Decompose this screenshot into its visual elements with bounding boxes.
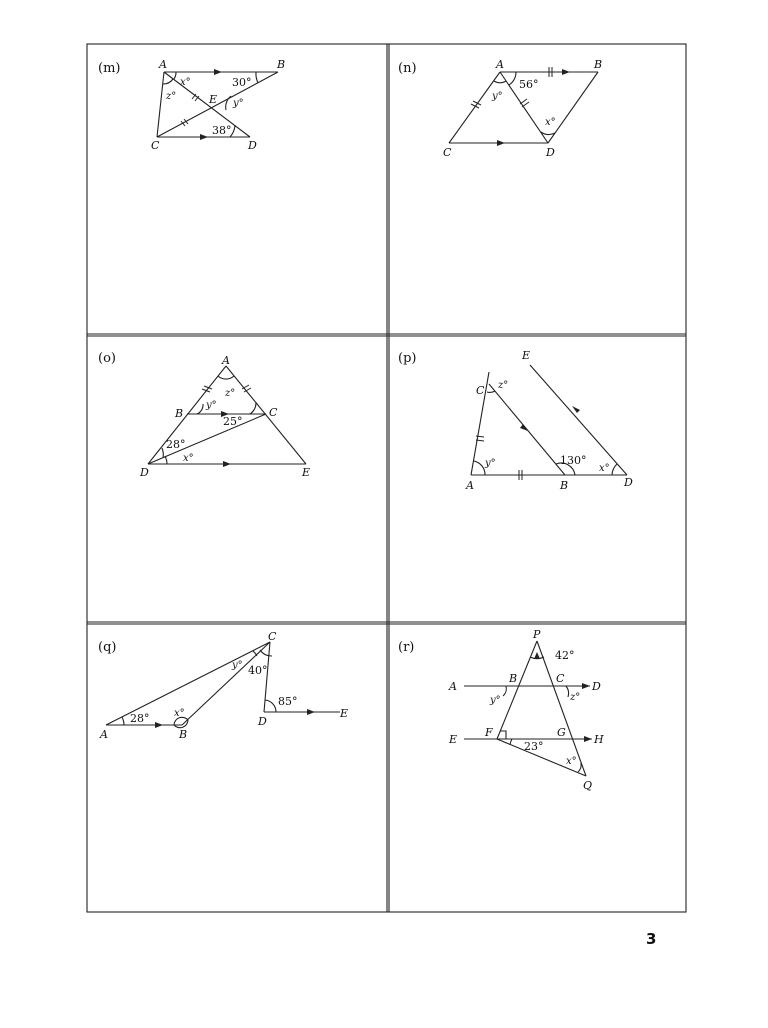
angle-label-d: 38° [212, 124, 232, 137]
angle-label-d: 28° [166, 438, 186, 451]
point-label-C: C [268, 630, 277, 643]
angle-label-z: z° [570, 692, 581, 703]
angle-label-d: 85° [278, 695, 298, 708]
panel-tag: (o) [98, 351, 116, 366]
panel-tag: (r) [398, 640, 415, 655]
panel-r [398, 628, 604, 792]
angle-label-x: x° [183, 453, 194, 464]
point-label-P: P [533, 628, 541, 641]
point-label-A: A [222, 354, 230, 367]
point-label-E: E [340, 707, 349, 720]
point-label-D: D [248, 139, 257, 152]
angle-label-f: 23° [524, 740, 544, 753]
panel-o [98, 351, 310, 479]
point-label-A: A [159, 58, 167, 71]
panel-q [98, 630, 348, 741]
angle-label-z: z° [225, 388, 236, 399]
point-label-B: B [594, 58, 603, 71]
point-label-E: E [449, 733, 458, 746]
angle-label-b: 30° [232, 76, 252, 89]
angle-label-y: y° [490, 695, 501, 706]
point-label-H: H [594, 733, 604, 746]
point-label-G: G [557, 726, 566, 739]
angle-label-c: 40° [248, 664, 268, 677]
angle-label-x: x° [174, 708, 185, 719]
point-label-B: B [277, 58, 286, 71]
point-label-D: D [140, 466, 149, 479]
page-number: 3 [646, 930, 657, 948]
point-label-A: A [496, 58, 504, 71]
angle-label-z: z° [498, 380, 509, 391]
point-label-Q: Q [583, 779, 593, 792]
point-label-D: D [624, 476, 633, 489]
angle-label-y: y° [492, 91, 503, 102]
point-label-B: B [175, 407, 184, 420]
point-label-A: A [449, 680, 457, 693]
point-label-D: D [592, 680, 601, 693]
panel-grid [87, 44, 686, 912]
panel-m [98, 58, 285, 152]
point-label-E: E [209, 93, 218, 106]
panel-p [398, 349, 633, 492]
point-label-F: F [485, 726, 493, 739]
point-label-C: C [151, 139, 160, 152]
point-label-E: E [302, 466, 311, 479]
point-label-C: C [556, 672, 565, 685]
point-label-C: C [443, 146, 452, 159]
point-label-D: D [258, 715, 267, 728]
panel-tag: (n) [398, 61, 417, 76]
angle-label-a: 28° [130, 712, 150, 725]
panel-tag: (q) [98, 640, 117, 655]
panel-tag: (p) [398, 351, 417, 366]
angle-label-y: y° [485, 458, 496, 469]
angle-label-x: x° [599, 463, 610, 474]
point-label-C: C [269, 406, 278, 419]
point-label-B: B [509, 672, 518, 685]
point-label-A: A [100, 728, 108, 741]
angle-label-b: 130° [560, 454, 587, 467]
angle-label-c: 25° [223, 415, 243, 428]
angle-label-a: 56° [519, 78, 539, 91]
angle-label-x: x° [545, 117, 556, 128]
point-label-C: C [476, 384, 485, 397]
point-label-D: D [546, 146, 555, 159]
point-label-B: B [560, 479, 569, 492]
panel-n [398, 58, 602, 159]
angle-label-y: y° [232, 660, 243, 671]
angle-label-y: y° [206, 400, 217, 411]
angle-label-x: x° [180, 77, 191, 88]
angle-label-x: x° [566, 756, 577, 767]
angle-label-y: y° [233, 98, 244, 109]
point-label-A: A [466, 479, 474, 492]
panel-tag: (m) [98, 61, 121, 76]
angle-label-z: z° [166, 91, 177, 102]
angle-label-p: 42° [555, 649, 575, 662]
point-label-B: B [179, 728, 188, 741]
point-label-E: E [522, 349, 531, 362]
